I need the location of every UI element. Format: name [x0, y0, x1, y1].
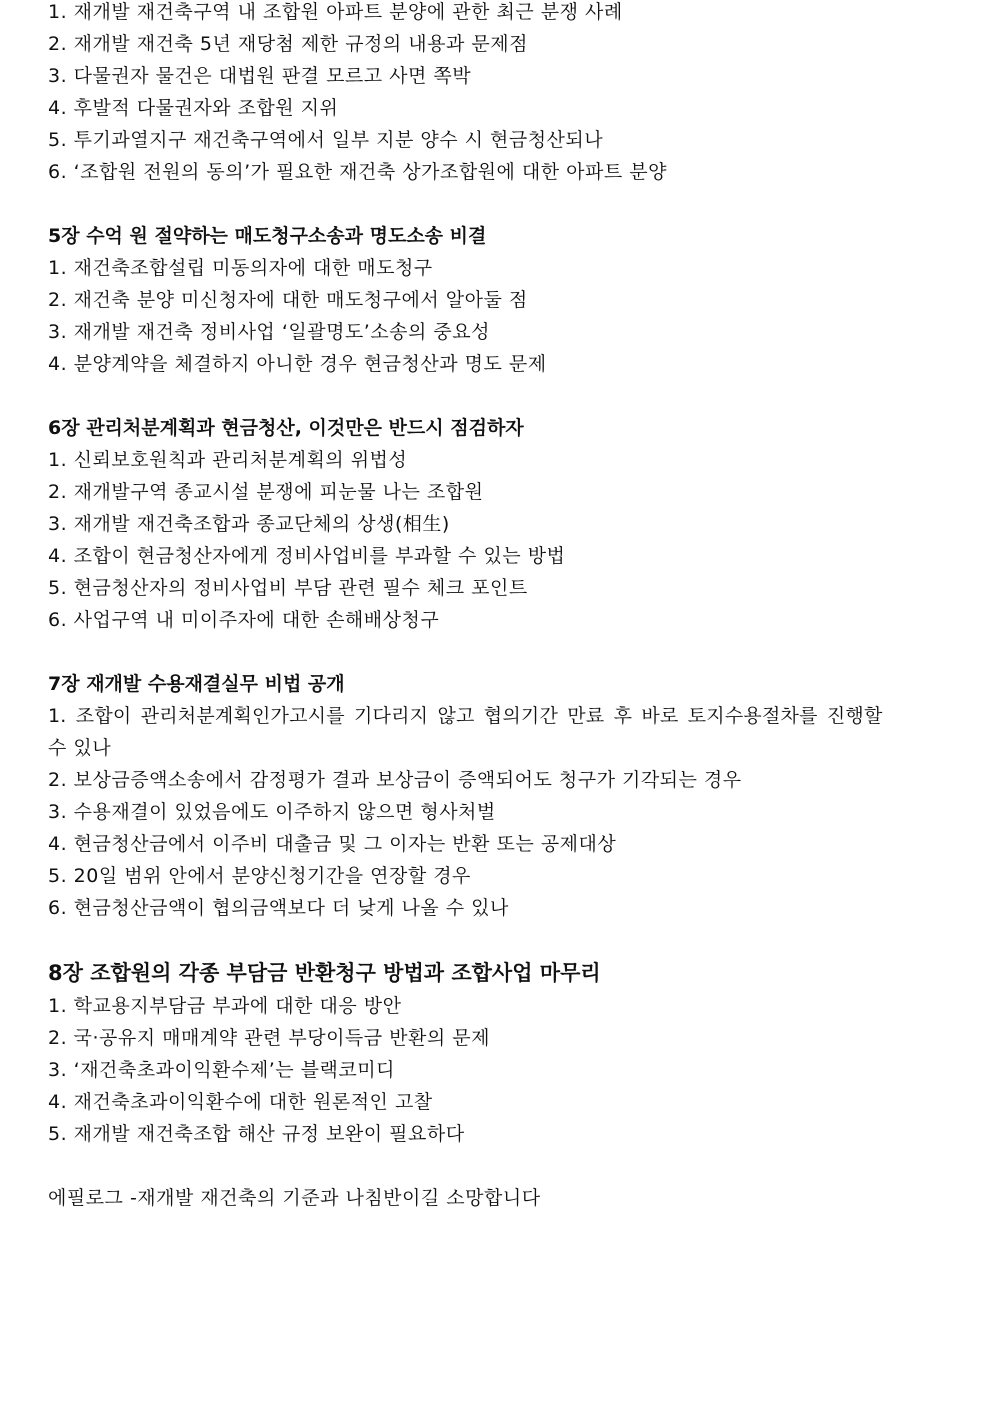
list-item: 5. 재개발 재건축조합 해산 규정 보완이 필요하다 [48, 1123, 465, 1145]
list-item: 1. 학교용지부담금 부과에 대한 대응 방안 [48, 995, 402, 1017]
spacer [48, 636, 944, 668]
list-item: 6. ‘조합원 전원의 동의’가 필요한 재건축 상가조합원에 대한 아파트 분양 [48, 161, 667, 183]
spacer [48, 1150, 944, 1182]
list-item: 1. 재개발 재건축구역 내 조합원 아파트 분양에 관한 최근 분쟁 사례 [48, 1, 623, 23]
spacer [48, 188, 944, 220]
list-item: 6. 현금청산금액이 협의금액보다 더 낮게 나올 수 있나 [48, 897, 509, 919]
chapter6-section [48, 412, 944, 636]
list-item: 3. 다물권자 물건은 대법원 판결 모르고 사면 쪽박 [48, 65, 472, 87]
list-item: 2. 재개발 재건축 5년 재당첨 제한 규정의 내용과 문제점 [48, 33, 528, 55]
list-item: 4. 재건축초과이익환수에 대한 원론적인 고찰 [48, 1091, 433, 1113]
list-item-line: 1. 조합이 관리처분계획인가고시를 기다리지 않고 협의기간 만료 후 바로 토지수용절차를 진행할 [48, 705, 883, 727]
list-item-line: 수 있나 [48, 737, 112, 759]
list-item: 2. 보상금증액소송에서 감정평가 결과 보상금이 증액되어도 청구가 기각되는 경우 [48, 769, 742, 791]
list-item: 3. 수용재결이 있었음에도 이주하지 않으면 형사처벌 [48, 801, 496, 823]
chapter5-section [48, 220, 944, 380]
list-item: 4. 분양계약을 체결하지 아니한 경우 현금청산과 명도 문제 [48, 353, 547, 375]
list-item: 4. 조합이 현금청산자에게 정비사업비를 부과할 수 있는 방법 [48, 545, 566, 567]
chapter-title: 8장 조합원의 각종 부담금 반환청구 방법과 조합사업 마무리 [48, 961, 601, 985]
spacer [48, 380, 944, 412]
chapter-title: 6장 관리처분계획과 현금청산, 이것만은 반드시 점검하자 [48, 417, 524, 439]
list-item: 4. 현금청산금에서 이주비 대출금 및 그 이자는 반환 또는 공제대상 [48, 833, 617, 855]
list-item: 5. 20일 범위 안에서 분양신청기간을 연장할 경우 [48, 865, 471, 887]
chapter-title: 7장 재개발 수용재결실무 비법 공개 [48, 673, 345, 695]
list-item: 1. 재건축조합설립 미동의자에 대한 매도청구 [48, 257, 433, 279]
list-item: 1. 신뢰보호원칙과 관리처분계획의 위법성 [48, 449, 408, 471]
list-item: 3. 재개발 재건축조합과 종교단체의 상생(相生) [48, 513, 450, 535]
chapter-title: 5장 수억 원 절약하는 매도청구소송과 명도소송 비결 [48, 225, 487, 247]
list-item: 5. 투기과열지구 재건축구역에서 일부 지분 양수 시 현금청산되나 [48, 129, 604, 151]
chapter7-section [48, 668, 944, 924]
list-item: 4. 후발적 다물권자와 조합원 지위 [48, 97, 339, 119]
list-item: 3. 재개발 재건축 정비사업 ‘일괄명도’소송의 중요성 [48, 321, 490, 343]
list-item: 2. 재개발구역 종교시설 분쟁에 피눈물 나는 조합원 [48, 481, 484, 503]
epilogue-line: 에필로그 -재개발 재건축의 기준과 나침반이길 소망합니다 [48, 1187, 541, 1209]
list-item: 2. 재건축 분양 미신청자에 대한 매도청구에서 알아둘 점 [48, 289, 528, 311]
list-item: 6. 사업구역 내 미이주자에 대한 손해배상청구 [48, 609, 440, 631]
list-item: 2. 국·공유지 매매계약 관련 부당이득금 반환의 문제 [48, 1027, 490, 1049]
list-item: 5. 현금청산자의 정비사업비 부담 관련 필수 체크 포인트 [48, 577, 528, 599]
spacer [48, 924, 944, 956]
list-item [48, 700, 944, 764]
chapter8-section [48, 956, 944, 1150]
chapter4-list [48, 0, 944, 188]
list-item: 3. ‘재건축초과이익환수제’는 블랙코미디 [48, 1059, 395, 1081]
